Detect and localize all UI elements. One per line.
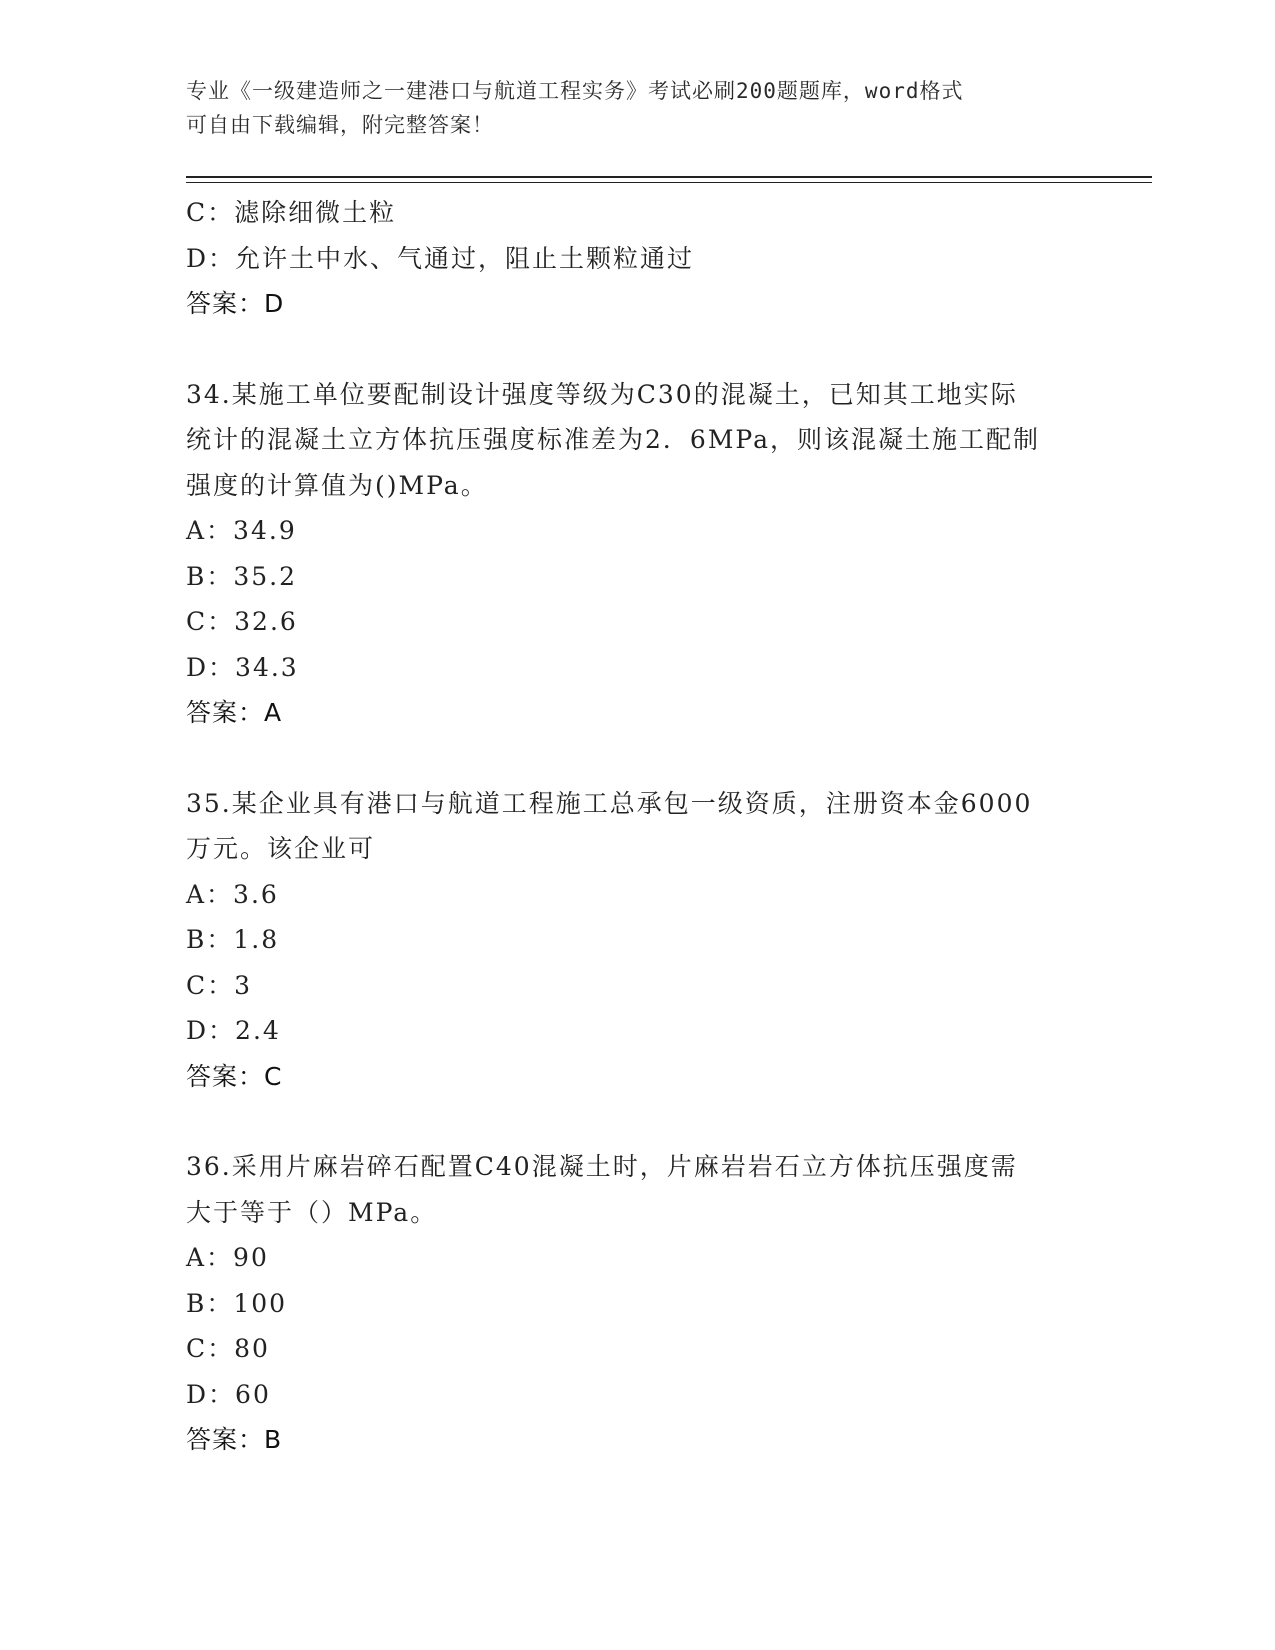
option-c: C：80 bbox=[186, 1334, 270, 1363]
option-d: D：2.4 bbox=[186, 1016, 281, 1045]
spacer bbox=[186, 736, 1086, 781]
stem-line: 统计的混凝土立方体抗压强度标准差为2．6MPa，则该混凝土施工配制 bbox=[186, 425, 1041, 454]
option-a: A：3.6 bbox=[186, 879, 279, 909]
option-d: D：60 bbox=[186, 1379, 271, 1409]
stem-line: 万元。该企业可 bbox=[186, 834, 376, 863]
option-d: D：允许土中水、气通过，阻止土颗粒通过 bbox=[186, 243, 695, 273]
question-stem bbox=[186, 372, 1086, 509]
question-stem bbox=[186, 781, 1086, 872]
spacer bbox=[186, 327, 1086, 372]
answer-line: 答案：D bbox=[186, 289, 285, 318]
option-a: A：90 bbox=[186, 1243, 269, 1272]
question-list bbox=[186, 190, 1086, 1463]
option-b: B：100 bbox=[186, 1288, 288, 1318]
stem-line: 35.某企业具有港口与航道工程施工总承包一级资质，注册资本金6000 bbox=[186, 788, 1033, 818]
question-36 bbox=[186, 1144, 1086, 1463]
option-b: B：35.2 bbox=[186, 561, 298, 591]
option-a: A：34.9 bbox=[186, 516, 297, 545]
answer-line: 答案：C bbox=[186, 1061, 283, 1091]
question-34 bbox=[186, 372, 1086, 736]
header-title-line-1: 专业《一级建造师之一建港口与航道工程实务》考试必刷200题题库，word格式 bbox=[186, 79, 964, 103]
question-stem bbox=[186, 1144, 1086, 1235]
stem-line: 大于等于（）MPa。 bbox=[186, 1197, 438, 1227]
answer-line: 答案：B bbox=[186, 1425, 283, 1454]
stem-line: 强度的计算值为()MPa。 bbox=[186, 470, 488, 500]
spacer bbox=[186, 1099, 1086, 1144]
header-divider-thin bbox=[186, 182, 1152, 183]
header-divider-thick bbox=[186, 176, 1152, 178]
option-c: C：3 bbox=[186, 970, 253, 1000]
option-b: B：1.8 bbox=[186, 925, 280, 954]
option-c: C：32.6 bbox=[186, 607, 298, 636]
stem-line: 34.某施工单位要配制设计强度等级为C30的混凝土，已知其工地实际 bbox=[186, 379, 1018, 409]
option-d: D：34.3 bbox=[186, 652, 299, 682]
answer-line: 答案：A bbox=[186, 698, 283, 727]
stem-line: 36.采用片麻岩碎石配置C40混凝土时，片麻岩岩石立方体抗压强度需 bbox=[186, 1152, 1018, 1181]
carryover-question bbox=[186, 190, 1086, 327]
header-title-line-2: 可自由下载编辑，附完整答案！ bbox=[186, 113, 494, 137]
question-35 bbox=[186, 781, 1086, 1100]
document-header bbox=[186, 74, 1066, 142]
option-c: C：滤除细微土粒 bbox=[186, 198, 397, 227]
